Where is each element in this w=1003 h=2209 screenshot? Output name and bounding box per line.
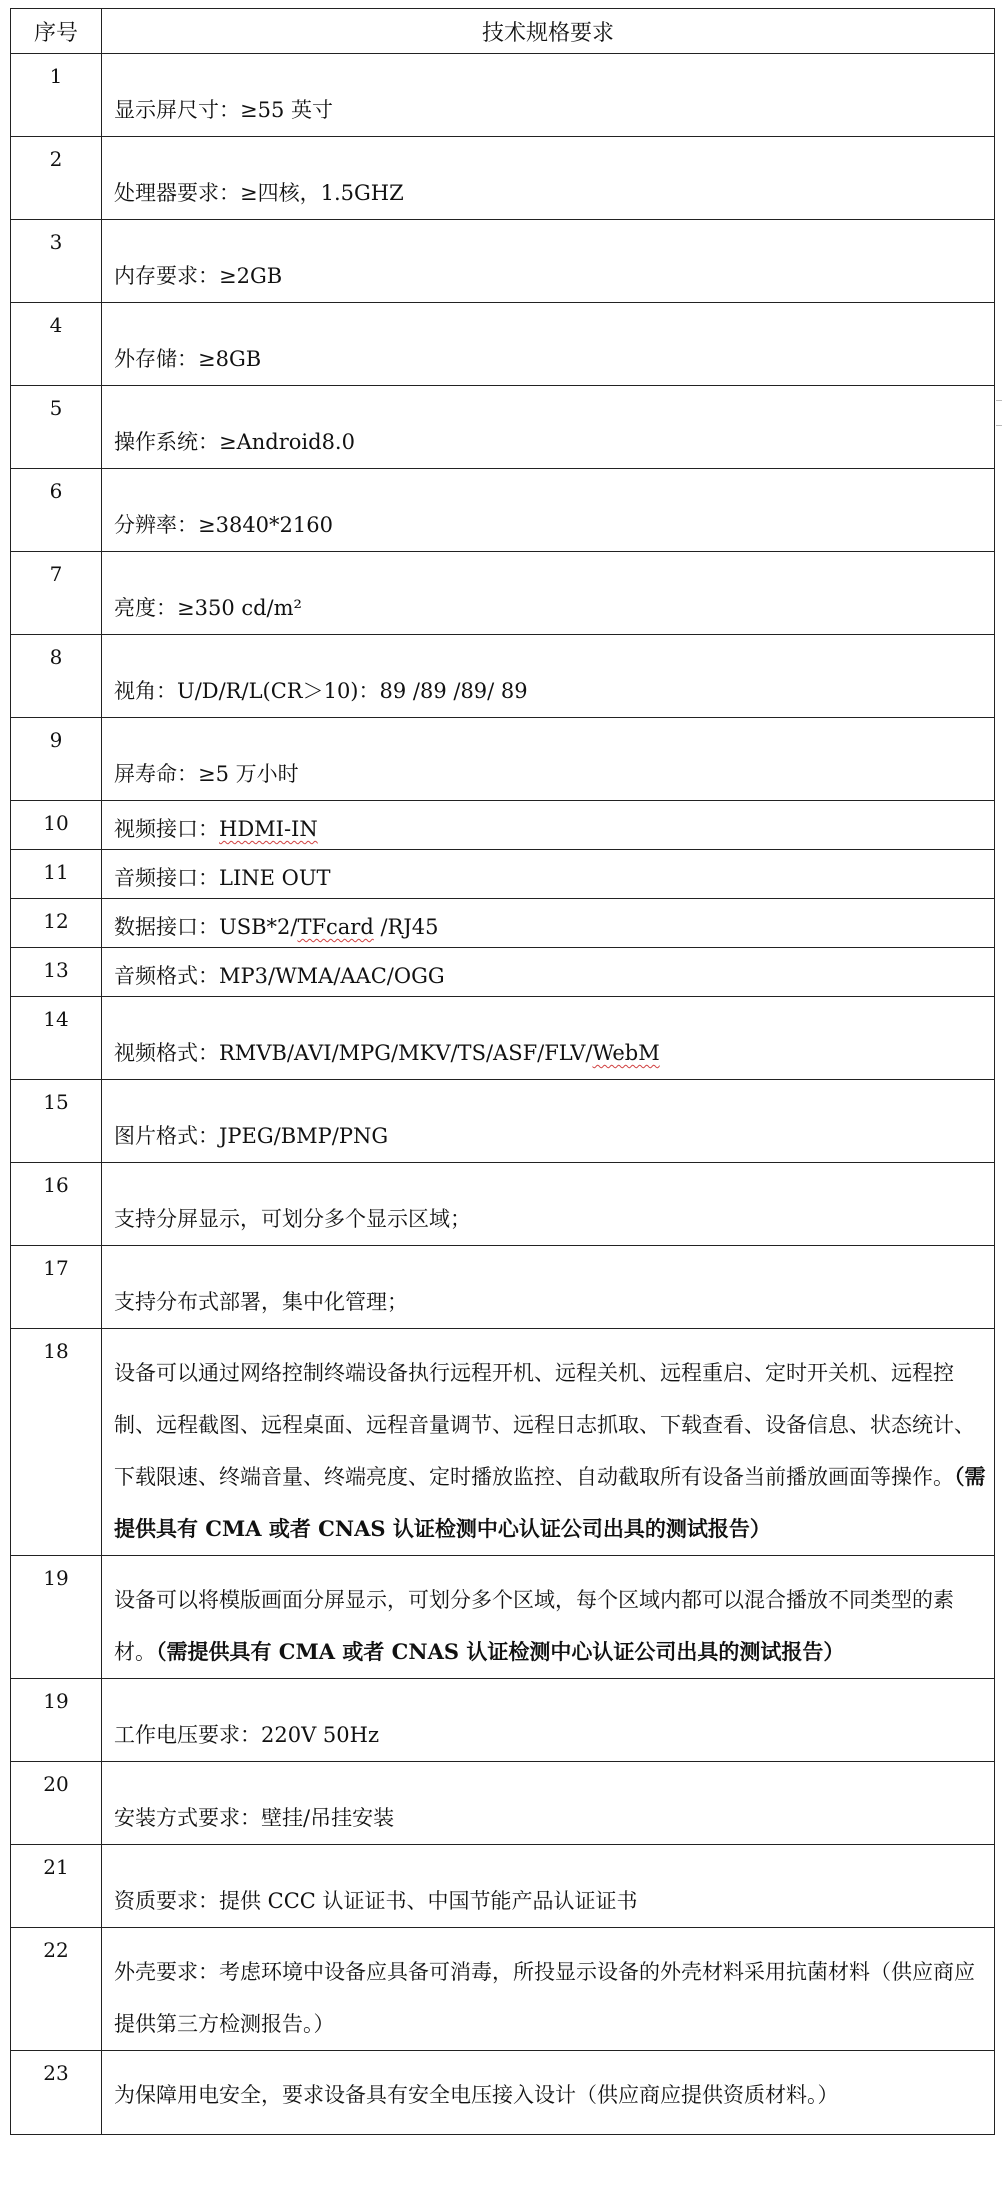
spec-text: 外壳要求：考虑环境中设备应具备可消毒，所投显示设备的外壳材料采用抗菌材料（供应商应提供第三方检测报告。） [114,1960,975,2036]
row-number: 15 [11,1080,102,1163]
spell-flagged-text: HDMI-IN [219,817,318,841]
spec-text: 视角：U/D/R/L(CR＞10)：89 /89 /89/ 89 [114,679,528,703]
row-number: 10 [11,801,102,850]
table-row [11,1163,995,1246]
row-spec [102,1556,995,1679]
row-number: 19 [11,1679,102,1762]
spec-text: 支持分布式部署，集中化管理； [114,1290,408,1314]
spec-text: 音频格式：MP3/WMA/AAC/OGG [114,964,445,988]
spec-text: 视频接口： [114,817,219,841]
spec-text: 视频格式：RMVB/AVI/MPG/MKV/TS/ASF/FLV/ [114,1041,593,1065]
row-spec [102,1679,995,1762]
spec-text: 安装方式要求：壁挂/吊挂安装 [114,1806,395,1830]
row-number: 12 [11,899,102,948]
spec-text: 屏寿命：≥5 万小时 [114,762,299,786]
row-spec [102,386,995,469]
row-spec [102,718,995,801]
table-row [11,220,995,303]
row-number: 8 [11,635,102,718]
spell-flagged-text: WebM [592,1041,660,1065]
table-row [11,997,995,1080]
row-spec [102,801,995,850]
row-spec [102,1080,995,1163]
table-row [11,386,995,469]
row-number: 20 [11,1762,102,1845]
table-row [11,552,995,635]
row-spec [102,303,995,386]
table-header-row [11,9,995,54]
spec-text: 亮度：≥350 cd/m² [114,596,302,620]
spec-text: 设备可以通过网络控制终端设备执行远程开机、远程关机、远程重启、定时开关机、远程控制、远程截图、远程桌面、远程音量调节、远程日志抓取、下载查看、设备信息、状态统计、下载限速、终端音量、终端亮度、定时播放监控、自动截取所有设备当前播放画面等操作。 [114,1361,975,1489]
row-spec [102,1762,995,1845]
row-number: 6 [11,469,102,552]
page-edge-marks [996,400,1002,426]
table-row [11,1556,995,1679]
row-spec [102,1163,995,1246]
row-number: 23 [11,2051,102,2135]
spec-text: 工作电压要求：220V 50Hz [114,1723,380,1747]
row-number: 14 [11,997,102,1080]
row-number: 5 [11,386,102,469]
table-row [11,303,995,386]
row-number: 13 [11,948,102,997]
spec-table [10,8,995,2135]
row-spec [102,997,995,1080]
table-row [11,850,995,899]
spec-text: 外存储：≥8GB [114,347,262,371]
row-spec [102,850,995,899]
spec-text: 为保障用电安全，要求设备具有安全电压接入设计（供应商应提供资质材料。） [114,2083,839,2107]
row-spec [102,899,995,948]
row-number: 3 [11,220,102,303]
row-number: 7 [11,552,102,635]
row-number: 22 [11,1928,102,2051]
spec-text: 分辨率：≥3840*2160 [114,513,333,537]
spec-text: 数据接口：USB*2/ [114,915,298,939]
spell-flagged-text: TFcard [297,915,374,939]
spec-text: 设备可以将模版画面分屏显示，可划分多个区域，每个区域内都可以混合播放不同类型的素材。 [114,1588,954,1664]
row-number: 9 [11,718,102,801]
table-row [11,469,995,552]
row-number: 16 [11,1163,102,1246]
row-spec [102,1329,995,1556]
row-spec [102,1845,995,1928]
spec-text-suffix: /RJ45 [373,915,439,939]
table-row [11,1246,995,1329]
row-spec [102,220,995,303]
row-number: 11 [11,850,102,899]
row-number: 4 [11,303,102,386]
table-row [11,54,995,137]
table-row [11,1329,995,1556]
row-spec [102,54,995,137]
spec-text: 支持分屏显示，可划分多个显示区域； [114,1207,471,1231]
row-spec [102,2051,995,2135]
row-spec [102,137,995,220]
spec-requirement-note: （需提供具有 CMA 或者 CNAS 认证检测中心认证公司出具的测试报告） [156,1639,845,1664]
row-spec [102,1928,995,2051]
header-spec: 技术规格要求 [102,9,995,54]
row-number: 19 [11,1556,102,1679]
row-number: 18 [11,1329,102,1556]
table-row [11,1928,995,2051]
spec-text: 内存要求：≥2GB [114,264,283,288]
row-number: 21 [11,1845,102,1928]
spec-text: 图片格式：JPEG/BMP/PNG [114,1124,389,1148]
row-number: 1 [11,54,102,137]
spec-text: 显示屏尺寸：≥55 英寸 [114,98,333,122]
table-row [11,1080,995,1163]
table-row [11,1762,995,1845]
row-spec [102,1246,995,1329]
table-row [11,2051,995,2135]
row-number: 17 [11,1246,102,1329]
table-row [11,801,995,850]
table-row [11,899,995,948]
spec-text: 音频接口：LINE OUT [114,866,331,890]
row-spec [102,635,995,718]
table-row [11,1845,995,1928]
row-spec [102,469,995,552]
table-row [11,718,995,801]
spec-requirement-note: （需提供具有 CMA 或者 CNAS 认证检测中心认证公司出具的测试报告） [114,1464,986,1541]
row-spec [102,552,995,635]
spec-text: 处理器要求：≥四核，1.5GHZ [114,181,404,205]
spec-text: 操作系统：≥Android8.0 [114,430,355,454]
spec-text: 资质要求：提供 CCC 认证证书、中国节能产品认证证书 [114,1889,638,1913]
row-number: 2 [11,137,102,220]
table-row [11,137,995,220]
table-row [11,1679,995,1762]
table-row [11,635,995,718]
row-spec [102,948,995,997]
table-row [11,948,995,997]
header-number: 序号 [11,9,102,54]
